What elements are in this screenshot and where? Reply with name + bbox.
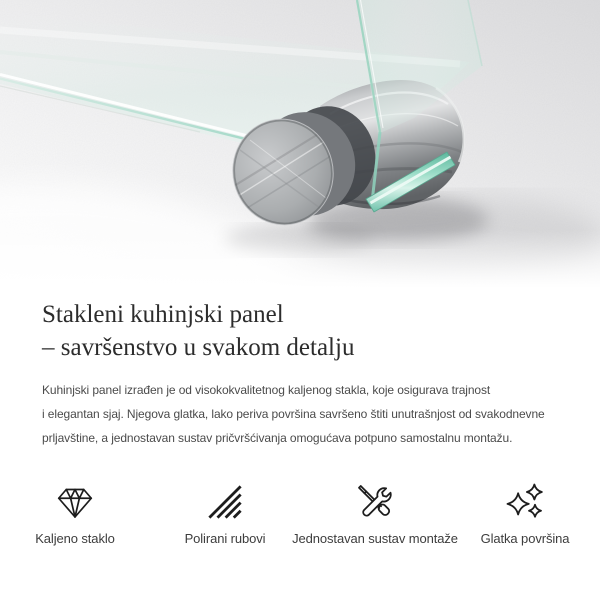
product-photo	[0, 0, 600, 288]
feature-label: Glatka površina	[480, 531, 570, 546]
feature-polished-edges	[150, 482, 300, 546]
feature-easy-mounting	[292, 482, 458, 546]
description	[42, 378, 580, 450]
sparkles-icon	[505, 482, 545, 522]
wrench-screwdriver-icon	[355, 482, 395, 522]
feature-tempered-glass	[0, 482, 150, 546]
page-title-line-1: Stakleni kuhinjski panel	[42, 301, 284, 328]
polished-edges-icon	[205, 482, 245, 522]
feature-smooth-surface	[450, 482, 600, 546]
feature-label: Jednostavan sustav montaže	[292, 531, 458, 546]
photo-bottom-fade	[0, 230, 600, 288]
product-photo-illustration	[0, 0, 600, 288]
feature-label: Kaljeno staklo	[35, 531, 115, 546]
content-section	[0, 298, 600, 546]
feature-list	[0, 482, 600, 546]
description-line: i elegantan sjaj. Njegova glatka, lako periva površina savršeno štiti unutrašnjost od svakodnevne	[42, 407, 545, 421]
page-title-line-2: – savršenstvo u svakom detalju	[42, 334, 355, 361]
description-line: prljavštine, a jednostavan sustav pričvršćivanja omogućava potpuno samostalnu montažu.	[42, 431, 513, 445]
page-title	[42, 298, 580, 364]
description-line: Kuhinjski panel izrađen je od visokokvalitetnog kaljenog stakla, koje osigurava trajnost	[42, 383, 491, 397]
feature-label: Polirani rubovi	[184, 531, 266, 546]
diamond-icon	[55, 482, 95, 522]
